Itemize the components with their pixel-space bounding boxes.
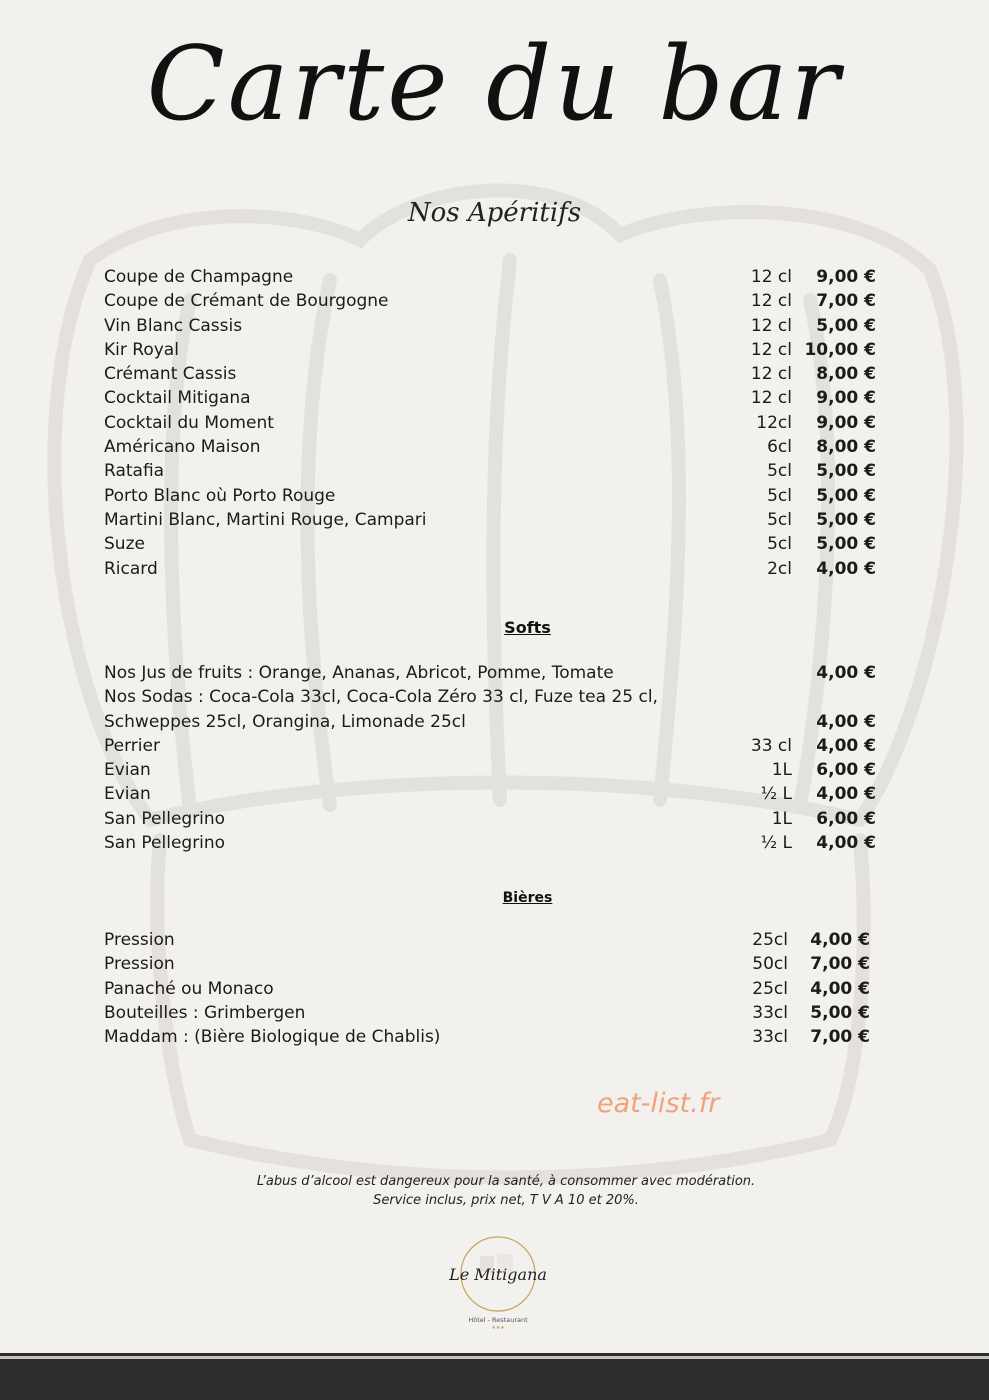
item-price: 9,00 €: [816, 388, 876, 409]
item-price: 7,00 €: [810, 954, 870, 975]
item-quantity: 33cl: [752, 1027, 788, 1048]
item-name: San Pellegrino: [104, 833, 226, 854]
item-quantity: 5cl: [767, 509, 792, 530]
item-name: Porto Blanc où Porto Rouge: [104, 485, 336, 506]
list-item: [104, 314, 876, 338]
list-item: [104, 977, 876, 1001]
list-item: [104, 831, 876, 855]
item-quantity: 50cl: [752, 954, 788, 975]
item-name: Nos Sodas : Coca-Cola 33cl, Coca-Cola Zéro 33 cl, Fuze tea 25 cl,: [104, 687, 658, 708]
list-item: [104, 435, 876, 459]
section-title-softs: Softs: [504, 618, 551, 637]
list-item: [104, 685, 876, 709]
item-name: Bouteilles : Grimbergen: [104, 1002, 306, 1023]
list-item: [104, 362, 876, 386]
item-name: Suze: [104, 534, 145, 555]
item-quantity: 12 cl: [750, 339, 792, 360]
item-price: 4,00 €: [816, 558, 876, 579]
item-name: Vin Blanc Cassis: [104, 315, 243, 336]
item-price: 5,00 €: [810, 1002, 870, 1023]
service-note: Service inclus, prix net, T V A 10 et 20%.: [373, 1193, 639, 1208]
item-name: Nos Jus de fruits : Orange, Ananas, Abricot, Pomme, Tomate: [104, 663, 614, 683]
list-item: [104, 411, 876, 435]
item-price: 6,00 €: [816, 760, 876, 781]
item-quantity: 5cl: [767, 485, 792, 506]
item-quantity: 5cl: [767, 461, 792, 482]
item-name: Cocktail du Moment: [104, 412, 274, 433]
item-price: 7,00 €: [816, 291, 876, 312]
item-name: Evian: [104, 784, 151, 805]
item-name: Schweppes 25cl, Orangina, Limonade 25cl: [104, 711, 466, 732]
section-title-aperitifs: Nos Apéritifs: [407, 198, 582, 228]
item-quantity: 25cl: [752, 978, 788, 999]
item-name: Pression: [104, 930, 175, 950]
item-quantity: 6cl: [767, 437, 792, 458]
item-name: Coupe de Crémant de Bourgogne: [104, 291, 389, 312]
item-quantity: 1L: [771, 760, 792, 781]
item-quantity: 33 cl: [750, 735, 792, 756]
item-name: Ricard: [104, 558, 158, 579]
list-item: [104, 484, 876, 508]
item-price: 4,00 €: [810, 978, 870, 999]
item-quantity: 33cl: [752, 1002, 788, 1023]
list-item: [104, 734, 876, 758]
item-price: 5,00 €: [816, 509, 876, 530]
list-item: [104, 952, 876, 976]
item-price: 5,00 €: [816, 485, 876, 506]
item-quantity: 12cl: [756, 412, 792, 433]
item-quantity: ½ L: [760, 784, 792, 805]
item-quantity: 12 cl: [750, 291, 792, 312]
item-name: Evian: [104, 760, 151, 781]
item-name: Crémant Cassis: [104, 364, 237, 385]
item-quantity: 2cl: [767, 558, 792, 579]
item-quantity: 12 cl: [750, 267, 792, 287]
bottom-divider: [0, 1356, 989, 1359]
item-price: 4,00 €: [816, 833, 876, 854]
list-item: [104, 265, 876, 289]
item-price: 10,00 €: [804, 339, 876, 360]
item-name: Ratafia: [104, 461, 165, 482]
item-price: 4,00 €: [816, 735, 876, 756]
item-price: 8,00 €: [816, 364, 876, 385]
restaurant-logo: [435, 1234, 561, 1330]
item-price: 9,00 €: [816, 412, 876, 433]
item-quantity: 5cl: [767, 534, 792, 555]
list-item: [104, 532, 876, 556]
list-item: [104, 807, 876, 831]
logo-name: Le Mitigana: [449, 1265, 547, 1284]
logo-stars: ★★★: [491, 1325, 505, 1330]
list-item: [104, 1001, 876, 1025]
item-price: 6,00 €: [816, 808, 876, 829]
item-quantity: 12 cl: [750, 388, 792, 409]
item-price: 4,00 €: [816, 663, 876, 683]
item-price: 5,00 €: [816, 315, 876, 336]
item-price: 8,00 €: [816, 437, 876, 458]
item-quantity: 25cl: [752, 930, 788, 950]
list-item: [104, 338, 876, 362]
item-name: San Pellegrino: [104, 808, 226, 829]
list-item: [104, 928, 876, 952]
list-item: [104, 710, 876, 734]
item-name: Maddam : (Bière Biologique de Chablis): [104, 1027, 441, 1048]
item-name: Kir Royal: [104, 339, 179, 360]
list-item: [104, 758, 876, 782]
item-price: 4,00 €: [810, 930, 870, 950]
page-title: Carte du bar: [146, 25, 843, 144]
item-price: 9,00 €: [816, 267, 876, 287]
item-price: 5,00 €: [816, 461, 876, 482]
item-price: 7,00 €: [810, 1027, 870, 1048]
bieres-list: [104, 928, 876, 1049]
section-title-bieres: Bières: [502, 890, 553, 906]
alcohol-warning: L’abus d’alcool est dangereux pour la santé, à consommer avec modération.: [256, 1174, 756, 1189]
list-item: [104, 289, 876, 313]
bottom-bar: [0, 1353, 989, 1400]
logo-tagline: Hôtel - Restaurant: [468, 1316, 528, 1324]
item-name: Cocktail Mitigana: [104, 388, 251, 409]
item-name: Perrier: [104, 735, 160, 756]
list-item: [104, 1025, 876, 1049]
item-name: Panaché ou Monaco: [104, 978, 274, 999]
list-item: [104, 557, 876, 581]
list-item: [104, 782, 876, 806]
item-name: Coupe de Champagne: [104, 267, 294, 287]
item-name: Martini Blanc, Martini Rouge, Campari: [104, 509, 427, 530]
item-name: Pression: [104, 954, 175, 975]
site-watermark: eat-list.fr: [597, 1088, 720, 1119]
item-quantity: 1L: [771, 808, 792, 829]
item-quantity: 12 cl: [750, 364, 792, 385]
list-item: [104, 508, 876, 532]
item-price: 4,00 €: [816, 784, 876, 805]
item-price: 5,00 €: [816, 534, 876, 555]
item-price: 4,00 €: [816, 711, 876, 732]
aperitifs-list: [104, 265, 876, 581]
softs-list: [104, 661, 876, 855]
list-item: [104, 459, 876, 483]
item-quantity: 12 cl: [750, 315, 792, 336]
item-name: Américano Maison: [104, 437, 261, 458]
item-quantity: ½ L: [760, 833, 792, 854]
list-item: [104, 386, 876, 410]
list-item: [104, 661, 876, 685]
